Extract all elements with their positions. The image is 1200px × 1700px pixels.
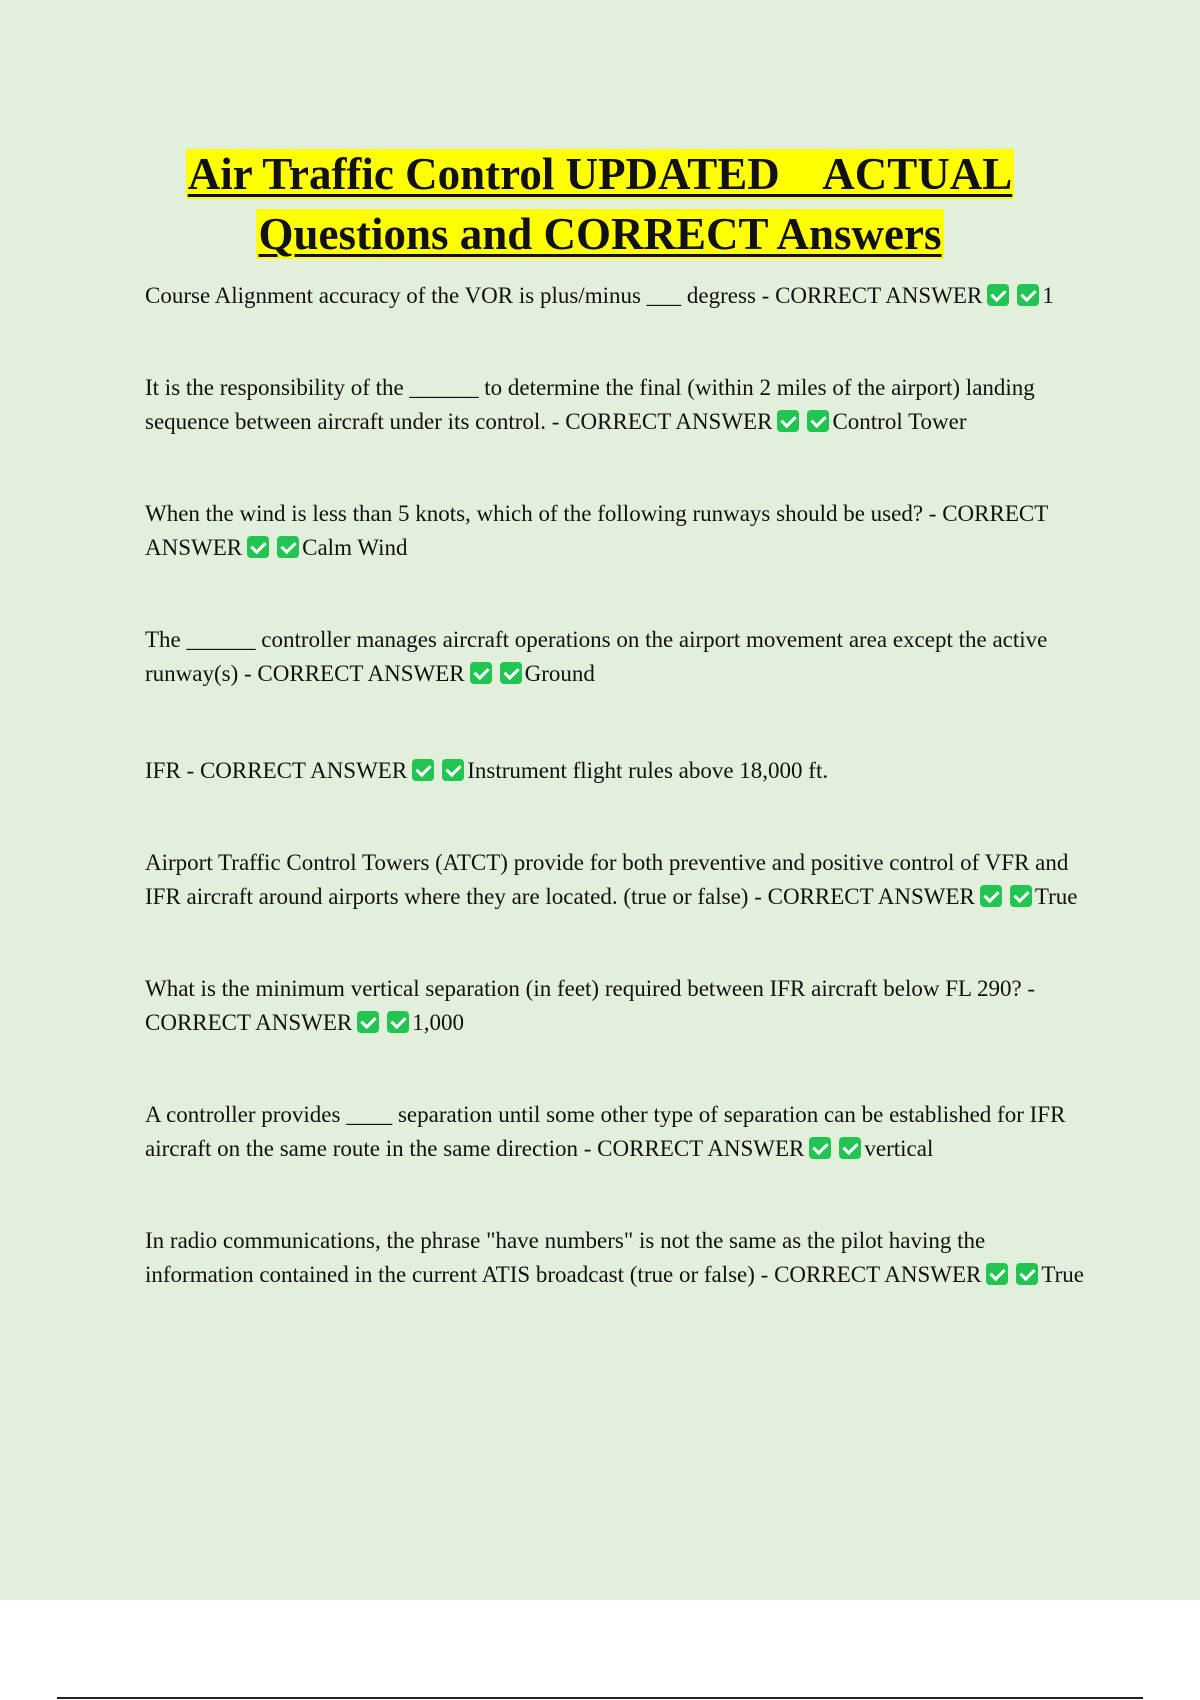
question-text: The ______ controller manages aircraft operations on the airport movement area except the active runway(s) - CORRECT ANSWER <box>145 627 1048 686</box>
check-icon <box>807 410 829 432</box>
answer-text: 1 <box>1042 283 1054 308</box>
question-text: Airport Traffic Control Towers (ATCT) provide for both preventive and positive control of VFR and IFR aircraft around airports where they are located. (true or false) - CORRECT ANSWER <box>145 850 1069 909</box>
check-icon <box>1016 1263 1038 1285</box>
check-icon <box>442 759 464 781</box>
check-icon <box>980 885 1002 907</box>
check-icon <box>987 284 1009 306</box>
check-icon <box>247 536 269 558</box>
check-icon <box>412 759 434 781</box>
document-title <box>80 144 1120 264</box>
check-icon <box>1017 284 1039 306</box>
qa-list <box>145 279 1090 1292</box>
check-icon <box>839 1137 861 1159</box>
question-text: It is the responsibility of the ______ to determine the final (within 2 miles of the airport) landing sequence between aircraft under its control. - CORRECT ANSWER <box>145 375 1035 434</box>
check-icon <box>809 1137 831 1159</box>
answer-text: Ground <box>524 661 595 686</box>
question-text: Course Alignment accuracy of the VOR is plus/minus ___ degress - CORRECT ANSWER <box>145 283 983 308</box>
answer-text: True <box>1034 884 1078 909</box>
qa-item <box>145 972 1090 1040</box>
check-icon <box>500 662 522 684</box>
answer-text: Calm Wind <box>302 535 408 560</box>
check-icon <box>387 1011 409 1033</box>
qa-item <box>145 1098 1090 1166</box>
title-line-2: Questions and CORRECT Answers <box>258 209 942 259</box>
answer-text: True <box>1041 1262 1084 1287</box>
footer-divider <box>57 1697 1143 1699</box>
question-text: A controller provides ____ separation until some other type of separation can be established for IFR aircraft on the same route in the same direction - CORRECT ANSWER <box>145 1102 1066 1161</box>
title-line-1: Air Traffic Control UPDATED ACTUAL <box>187 149 1013 199</box>
check-icon <box>357 1011 379 1033</box>
qa-item <box>145 279 1090 313</box>
qa-item <box>145 754 1090 788</box>
answer-text: Control Tower <box>832 409 967 434</box>
qa-item <box>145 1224 1090 1292</box>
check-icon <box>986 1263 1008 1285</box>
check-icon <box>1010 885 1032 907</box>
qa-item <box>145 846 1090 914</box>
question-text: When the wind is less than 5 knots, which of the following runways should be used? - CORRECT ANSWER <box>145 501 1048 560</box>
check-icon <box>470 662 492 684</box>
question-text: In radio communications, the phrase "have numbers" is not the same as the pilot having the information contained in the current ATIS broadcast (true or false) - CORRECT ANSWER <box>145 1228 986 1287</box>
qa-item <box>145 371 1090 439</box>
qa-item <box>145 623 1090 691</box>
answer-text: vertical <box>864 1136 934 1161</box>
answer-text: 1,000 <box>412 1010 464 1035</box>
check-icon <box>777 410 799 432</box>
check-icon <box>277 536 299 558</box>
qa-item <box>145 497 1090 565</box>
question-text: IFR - CORRECT ANSWER <box>145 758 408 783</box>
question-text: What is the minimum vertical separation (in feet) required between IFR aircraft below FL 290? - CORRECT ANSWER <box>145 976 1036 1035</box>
answer-text: Instrument flight rules above 18,000 ft. <box>467 758 829 783</box>
